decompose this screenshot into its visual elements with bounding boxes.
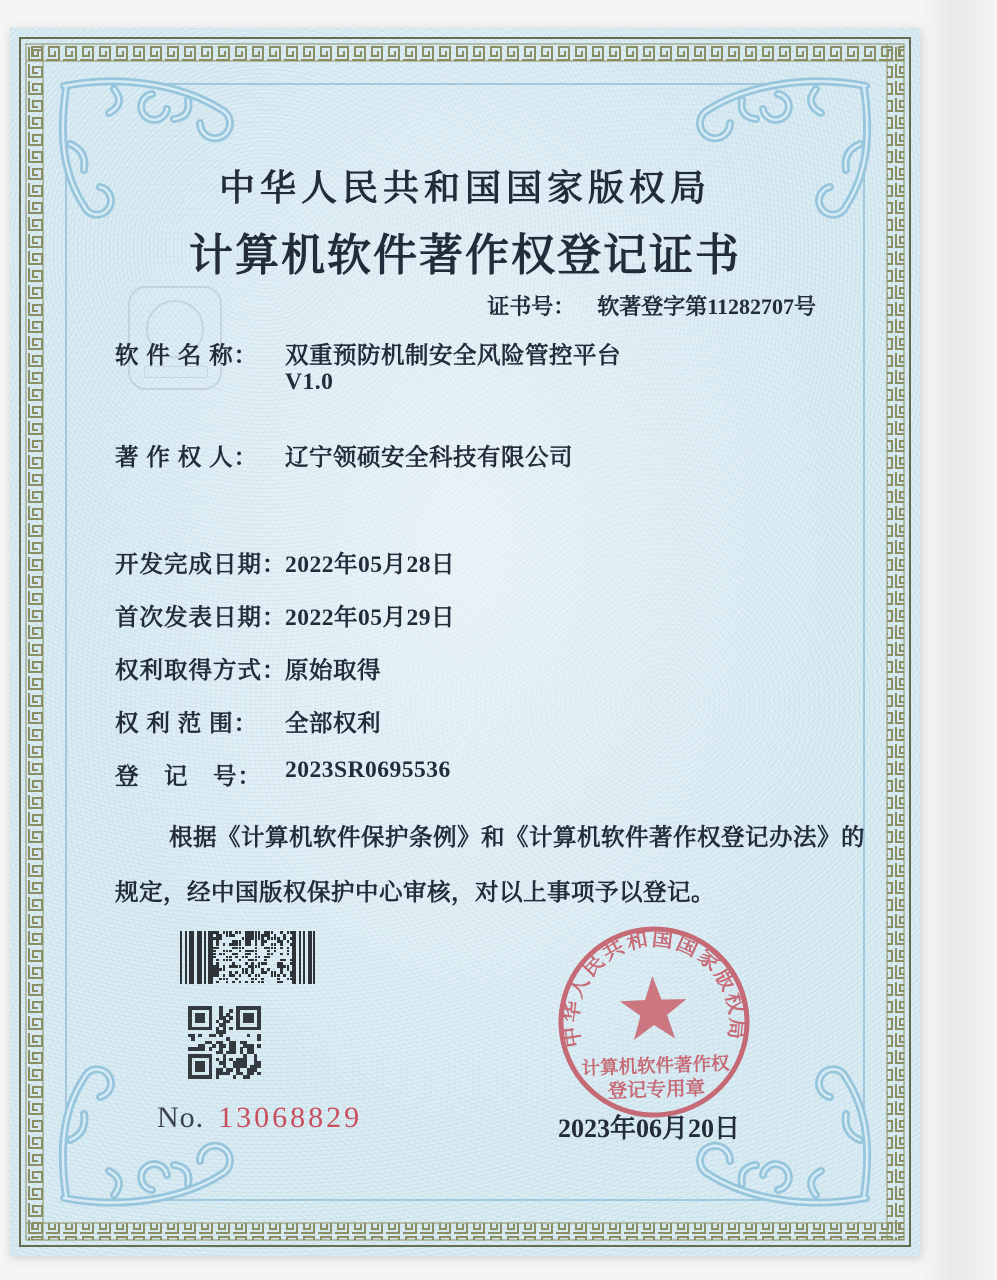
barcode-bar <box>303 931 305 984</box>
barcode-module <box>248 959 251 962</box>
barcode-module <box>258 937 261 940</box>
field-label-software-name: 软 件 名 称： <box>115 343 259 369</box>
barcode-module <box>287 978 290 981</box>
serial-number-row <box>157 1101 362 1135</box>
statement-line-2: 规定，经中国版权保护中心审核，对以上事项予以登记。 <box>115 880 715 906</box>
field-value-software-name: 双重预防机制安全风险管控平台 <box>285 343 621 369</box>
barcode-module <box>219 937 222 940</box>
barcode-module <box>239 950 242 953</box>
barcode-module <box>287 953 290 956</box>
barcode-module <box>219 968 222 971</box>
barcode-module <box>235 931 238 934</box>
barcode-module <box>235 978 238 981</box>
barcode-bar <box>197 931 202 984</box>
barcode-module <box>251 937 254 940</box>
barcode-module <box>248 953 251 956</box>
barcode-module <box>267 956 270 959</box>
qr-module <box>212 1034 216 1038</box>
field-value-registration-number: 2023SR0695536 <box>285 757 451 783</box>
qr-module <box>226 1072 230 1076</box>
qr-code <box>188 1006 261 1079</box>
star-icon <box>619 975 688 1041</box>
barcode-module <box>251 971 254 974</box>
barcode-module <box>242 947 245 950</box>
field-label-dev-complete-date: 开发完成日期： <box>115 552 287 578</box>
barcode-module <box>264 971 267 974</box>
certificate-paper <box>10 28 920 1256</box>
barcode-module <box>223 978 226 981</box>
statement-line-1: 根据《计算机软件保护条例》和《计算机软件著作权登记办法》的 <box>169 825 865 851</box>
qr-module <box>212 1044 216 1048</box>
barcode-module <box>245 981 248 984</box>
barcode-module <box>232 947 235 950</box>
barcode-module <box>274 950 277 953</box>
barcode <box>180 931 316 984</box>
serial-number: 13068829 <box>218 1101 363 1134</box>
barcode-module <box>290 962 293 965</box>
field-value-copyright-owner: 辽宁领硕安全科技有限公司 <box>285 445 573 471</box>
barcode-module <box>226 934 229 937</box>
barcode-module <box>271 974 274 977</box>
barcode-module <box>239 959 242 962</box>
barcode-module <box>280 947 283 950</box>
qr-module <box>229 1027 233 1031</box>
barcode-module <box>226 959 229 962</box>
barcode-module <box>258 974 261 977</box>
qr-module <box>233 1075 237 1079</box>
qr-module <box>233 1051 237 1055</box>
barcode-module <box>264 940 267 943</box>
barcode-module <box>248 965 251 968</box>
field-label-acquisition-method: 权利取得方式： <box>115 658 287 684</box>
barcode-module <box>255 978 258 981</box>
barcode-module <box>267 937 270 940</box>
barcode-module <box>258 981 261 984</box>
barcode-module <box>255 959 258 962</box>
qr-module <box>223 1030 227 1034</box>
authority-title: 中华人民共和国国家版权局 <box>218 168 711 208</box>
barcode-module <box>274 974 277 977</box>
scan-edge-shadow <box>922 0 997 1280</box>
barcode-module <box>232 965 235 968</box>
qr-module <box>229 1068 233 1072</box>
field-label-rights-scope: 权 利 范 围： <box>115 711 259 737</box>
barcode-bar <box>204 931 206 984</box>
barcode-module <box>239 931 242 934</box>
qr-module <box>198 1034 202 1038</box>
barcode-module <box>235 971 238 974</box>
barcode-module <box>261 981 264 984</box>
barcode-module <box>264 947 267 950</box>
qr-module <box>202 1047 206 1051</box>
barcode-module <box>283 959 286 962</box>
field-value-first-publish-date: 2022年05月29日 <box>285 605 455 631</box>
barcode-module <box>232 934 235 937</box>
barcode-module <box>251 950 254 953</box>
issue-date: 2023年06月20日 <box>558 1114 741 1143</box>
barcode-bar <box>313 931 315 984</box>
qr-module <box>250 1072 254 1076</box>
official-seal <box>543 911 765 1133</box>
seal-ring-text: 中华人民共和国国家版权局 <box>558 926 750 1050</box>
qr-module <box>209 1047 213 1051</box>
qr-module <box>229 1009 233 1013</box>
barcode-bar <box>189 931 194 984</box>
barcode-module <box>255 965 258 968</box>
qr-module <box>257 1044 261 1048</box>
barcode-module <box>274 937 277 940</box>
qr-module <box>226 1020 230 1024</box>
barcode-module <box>267 968 270 971</box>
barcode-module <box>219 953 222 956</box>
field-value-dev-complete-date: 2022年05月28日 <box>285 552 455 578</box>
barcode-module <box>258 965 261 968</box>
barcode-module <box>287 968 290 971</box>
barcode-module <box>264 934 267 937</box>
barcode-module <box>223 959 226 962</box>
barcode-module <box>280 953 283 956</box>
barcode-module <box>223 943 226 946</box>
barcode-module <box>239 965 242 968</box>
certificate-number-value: 软著登字第11282707号 <box>597 294 816 319</box>
barcode-module <box>290 937 293 940</box>
barcode-bar <box>185 931 187 984</box>
qr-module <box>257 1027 261 1031</box>
barcode-module <box>280 931 283 934</box>
qr-module <box>209 1075 213 1079</box>
barcode-module <box>223 931 226 934</box>
qr-module <box>202 1020 206 1024</box>
barcode-module <box>232 953 235 956</box>
barcode-module <box>290 931 293 934</box>
qr-module <box>247 1075 251 1079</box>
qr-module <box>216 1075 220 1079</box>
barcode-module <box>219 978 222 981</box>
barcode-module <box>280 981 283 984</box>
barcode-bar <box>180 931 182 984</box>
qr-module <box>223 1044 227 1048</box>
barcode-module <box>235 956 238 959</box>
field-label-first-publish-date: 首次发表日期： <box>115 605 287 631</box>
barcode-module <box>232 974 235 977</box>
barcode-module <box>271 931 274 934</box>
barcode-module <box>226 981 229 984</box>
barcode-module <box>223 953 226 956</box>
barcode-module <box>242 971 245 974</box>
barcode-module <box>239 981 242 984</box>
qr-module <box>257 1065 261 1069</box>
barcode-module <box>232 981 235 984</box>
barcode-module <box>271 953 274 956</box>
barcode-module <box>251 981 254 984</box>
field-label-copyright-owner: 著 作 权 人： <box>115 445 259 471</box>
barcode-module <box>248 974 251 977</box>
qr-module <box>209 1027 213 1031</box>
barcode-bar <box>299 931 301 984</box>
barcode-module <box>258 956 261 959</box>
qr-module <box>257 1037 261 1041</box>
serial-label: No. <box>157 1101 205 1134</box>
barcode-module <box>287 931 290 934</box>
barcode-module <box>290 943 293 946</box>
barcode-module <box>223 968 226 971</box>
barcode-module <box>239 974 242 977</box>
qr-module <box>247 1034 251 1038</box>
barcode-bar <box>292 931 296 984</box>
field-value-rights-scope: 全部权利 <box>285 711 381 737</box>
qr-module <box>257 1072 261 1076</box>
barcode-module <box>216 947 219 950</box>
barcode-module <box>248 943 251 946</box>
barcode-module <box>242 937 245 940</box>
qr-module <box>202 1068 206 1072</box>
barcode-module <box>216 981 219 984</box>
barcode-module <box>271 947 274 950</box>
certificate-number-row <box>10 290 816 321</box>
barcode-module <box>242 956 245 959</box>
seal-line-2: 登记专用章 <box>607 1078 706 1103</box>
barcode-module <box>226 950 229 953</box>
qr-module <box>229 1016 233 1020</box>
barcode-module <box>290 978 293 981</box>
barcode-module <box>271 937 274 940</box>
qr-module <box>191 1037 195 1041</box>
certificate-title: 计算机软件著作权登记证书 <box>189 231 741 280</box>
barcode-module <box>264 962 267 965</box>
barcode-module <box>283 974 286 977</box>
field-value-acquisition-method: 原始取得 <box>285 658 381 684</box>
barcode-module <box>216 974 219 977</box>
certificate-content <box>10 28 920 1256</box>
certificate-number-label: 证书号： <box>487 294 576 319</box>
seal-line-1: 计算机软件著作权 <box>581 1054 730 1080</box>
barcode-module <box>235 947 238 950</box>
field-label-registration-number: 登 记 号： <box>115 764 262 790</box>
barcode-module <box>235 965 238 968</box>
barcode-bar <box>308 931 312 984</box>
barcode-module <box>283 965 286 968</box>
qr-module <box>219 1034 223 1038</box>
barcode-module <box>287 940 290 943</box>
barcode-module <box>280 971 283 974</box>
field-value-software-version: V1.0 <box>285 369 334 395</box>
barcode-module <box>283 937 286 940</box>
qr-module <box>250 1020 254 1024</box>
